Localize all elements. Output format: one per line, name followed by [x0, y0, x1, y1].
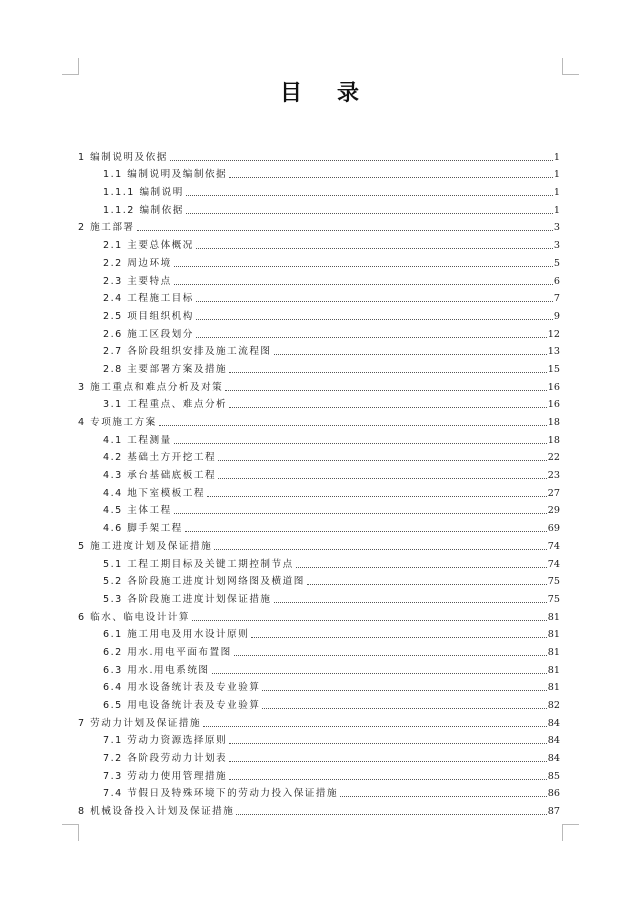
toc-entry-title: 6.4 用水设备统计表及专业验算	[103, 682, 261, 694]
toc-entry[interactable]	[78, 800, 560, 818]
toc-leader-dots	[214, 549, 547, 550]
toc-entry-page-number: 84	[547, 735, 560, 747]
toc-leader-dots	[340, 796, 547, 797]
toc-entry-title: 6.1 施工用电及用水设计原则	[103, 629, 250, 641]
toc-entry[interactable]	[78, 358, 560, 376]
toc-entry[interactable]	[78, 199, 560, 217]
toc-entry-title: 4.6 脚手架工程	[103, 523, 183, 535]
toc-entry-page-number: 1	[553, 204, 560, 216]
toc-entry[interactable]	[78, 164, 560, 182]
toc-entry[interactable]	[78, 606, 560, 624]
toc-entry-page-number: 81	[547, 682, 560, 694]
toc-entry[interactable]	[78, 730, 560, 748]
toc-entry-page-number: 27	[547, 487, 560, 499]
toc-entry-page-number: 12	[547, 328, 560, 340]
toc-entry-title: 2 施工部署	[78, 222, 135, 234]
toc-entry-title: 3.1 工程重点、难点分析	[103, 399, 228, 411]
toc-entry[interactable]	[78, 288, 560, 306]
toc-entry[interactable]	[78, 765, 560, 783]
toc-entry-title: 4.3 承台基础底板工程	[103, 470, 217, 482]
toc-entry-title: 2.8 主要部署方案及措施	[103, 363, 228, 375]
toc-entry[interactable]	[78, 411, 560, 429]
toc-entry[interactable]	[78, 677, 560, 695]
toc-entry-page-number: 86	[547, 788, 560, 800]
toc-entry-page-number: 1	[553, 151, 560, 163]
crop-mark-top-left	[62, 58, 79, 75]
toc-entry-title: 4.5 主体工程	[103, 505, 172, 517]
toc-entry-page-number: 85	[547, 770, 560, 782]
toc-leader-dots	[196, 319, 553, 320]
toc-entry[interactable]	[78, 252, 560, 270]
toc-entry-title: 1.1 编制说明及编制依据	[103, 169, 228, 181]
toc-entry-page-number: 74	[547, 540, 560, 552]
toc-leader-dots	[218, 478, 547, 479]
toc-entry-page-number: 3	[553, 222, 560, 234]
toc-entry-page-number: 1	[553, 187, 560, 199]
toc-leader-dots	[174, 513, 547, 514]
toc-entry-title: 5.2 各阶段施工进度计划网络图及横道图	[103, 576, 305, 588]
toc-entry-page-number: 18	[547, 434, 560, 446]
toc-leader-dots	[229, 177, 553, 178]
toc-leader-dots	[174, 284, 553, 285]
toc-entry-page-number: 75	[547, 576, 560, 588]
toc-entry-title: 7.2 各阶段劳动力计划表	[103, 753, 228, 765]
toc-entry[interactable]	[78, 571, 560, 589]
toc-entry[interactable]	[78, 535, 560, 553]
toc-entry[interactable]	[78, 553, 560, 571]
crop-mark-top-right	[562, 58, 579, 75]
toc-leader-dots	[192, 620, 547, 621]
toc-entry-page-number: 7	[553, 293, 560, 305]
toc-entry[interactable]	[78, 588, 560, 606]
toc-entry-page-number: 23	[547, 470, 560, 482]
toc-leader-dots	[170, 160, 553, 161]
toc-entry-title: 7 劳动力计划及保证措施	[78, 717, 202, 729]
toc-leader-dots	[229, 743, 547, 744]
toc-entry[interactable]	[78, 517, 560, 535]
toc-leader-dots	[196, 337, 547, 338]
toc-leader-dots	[229, 761, 547, 762]
toc-entry[interactable]	[78, 429, 560, 447]
toc-leader-dots	[174, 443, 547, 444]
toc-entry-page-number: 18	[547, 417, 560, 428]
toc-entry-title: 1 编制说明及依据	[78, 151, 168, 163]
toc-entry-page-number: 81	[547, 611, 560, 623]
toc-entry[interactable]	[78, 376, 560, 394]
page-title	[0, 76, 640, 107]
toc-entry[interactable]	[78, 694, 560, 712]
title-char-left: 目	[279, 80, 303, 106]
toc-entry[interactable]	[78, 323, 560, 341]
toc-entry[interactable]	[78, 146, 560, 164]
toc-entry-page-number: 5	[553, 257, 560, 269]
toc-entry-title: 4.4 地下室模板工程	[103, 487, 205, 499]
toc-leader-dots	[251, 637, 546, 638]
toc-leader-dots	[262, 690, 546, 691]
toc-leader-dots	[186, 195, 553, 196]
toc-entry-title: 8 机械设备投入计划及保证措施	[78, 806, 235, 818]
toc-leader-dots	[212, 673, 547, 674]
toc-leader-dots	[186, 213, 553, 214]
toc-leader-dots	[296, 567, 547, 568]
toc-entry[interactable]	[78, 624, 560, 642]
toc-entry-title: 6.5 用电设备统计表及专业验算	[103, 700, 261, 711]
toc-leader-dots	[274, 354, 547, 355]
toc-entry-page-number: 84	[547, 717, 560, 729]
toc-entry-title: 2.6 施工区段划分	[103, 328, 194, 340]
toc-entry-page-number: 81	[547, 646, 560, 658]
toc-entry-page-number: 9	[553, 310, 560, 322]
toc-leader-dots	[218, 460, 547, 461]
toc-entry[interactable]	[78, 234, 560, 252]
toc-leader-dots	[174, 266, 553, 267]
toc-entry[interactable]	[78, 659, 560, 677]
toc-entry-title: 2.3 主要特点	[103, 275, 172, 287]
toc-entry-page-number: 82	[547, 700, 560, 711]
toc-entry-page-number: 22	[547, 452, 560, 464]
toc-entry[interactable]	[78, 641, 560, 659]
toc-leader-dots	[203, 726, 547, 727]
toc-entry[interactable]	[78, 270, 560, 288]
toc-entry-title: 2.2 周边环境	[103, 257, 172, 269]
toc-entry-title: 6 临水、临电设计计算	[78, 611, 190, 623]
toc-entry[interactable]	[78, 464, 560, 482]
toc-leader-dots	[229, 372, 547, 373]
toc-entry-page-number: 87	[547, 806, 560, 818]
toc-entry-page-number: 74	[547, 558, 560, 570]
toc-entry-title: 2.4 工程施工目标	[103, 293, 194, 305]
toc-leader-dots	[229, 407, 547, 408]
toc-leader-dots	[225, 390, 547, 391]
toc-entry[interactable]	[78, 305, 560, 323]
toc-entry[interactable]	[78, 500, 560, 518]
toc-entry[interactable]	[78, 341, 560, 359]
toc-entry-title: 6.2 用水.用电平面布置图	[103, 646, 232, 658]
toc-entry[interactable]	[78, 181, 560, 199]
toc-entry-title: 4.2 基础土方开挖工程	[103, 452, 217, 464]
toc-entry-page-number: 69	[547, 523, 560, 535]
toc-entry-title: 3 施工重点和难点分析及对策	[78, 381, 224, 393]
toc-leader-dots	[229, 779, 547, 780]
toc-leader-dots	[137, 230, 553, 231]
toc-entry-page-number: 75	[547, 593, 560, 605]
toc-entry[interactable]	[78, 712, 560, 730]
toc-entry-title: 2.7 各阶段组织安排及施工流程图	[103, 346, 272, 358]
toc-entry-page-number: 16	[547, 381, 560, 393]
toc-entry-title: 1.1.1 编制说明	[103, 187, 184, 199]
toc-entry-title: 4.1 工程测量	[103, 434, 172, 446]
toc-entry-page-number: 81	[547, 664, 560, 676]
toc-leader-dots	[185, 531, 547, 532]
toc-entry[interactable]	[78, 217, 560, 235]
toc-entry-title: 5.3 各阶段施工进度计划保证措施	[103, 593, 272, 605]
toc-entry-title: 2.5 项目组织机构	[103, 310, 194, 322]
toc-entry-page-number: 3	[553, 240, 560, 252]
crop-mark-bottom-left	[62, 824, 79, 841]
toc-leader-dots	[196, 248, 553, 249]
toc-entry-title: 1.1.2 编制依据	[103, 204, 184, 216]
toc-entry-title: 7.4 节假日及特殊环境下的劳动力投入保证措施	[103, 788, 339, 800]
toc-leader-dots	[234, 655, 547, 656]
toc-entry[interactable]	[78, 482, 560, 500]
toc-leader-dots	[307, 584, 547, 585]
toc-leader-dots	[262, 708, 546, 709]
toc-entry-title: 7.3 劳动力使用管理措施	[103, 770, 228, 782]
crop-mark-bottom-right	[562, 824, 579, 841]
toc-entry[interactable]	[78, 747, 560, 765]
toc-leader-dots	[274, 602, 547, 603]
toc-entry-page-number: 6	[553, 275, 560, 287]
toc-leader-dots	[196, 301, 553, 302]
toc-leader-dots	[159, 425, 547, 426]
toc-entry-title: 5 施工进度计划及保证措施	[78, 540, 213, 552]
title-char-right: 录	[337, 80, 361, 106]
toc-entry-title: 2.1 主要总体概况	[103, 240, 194, 252]
toc-leader-dots	[207, 496, 547, 497]
toc-entry-page-number: 16	[547, 399, 560, 411]
toc-entry-page-number: 13	[547, 346, 560, 358]
toc-entry-title: 5.1 工程工期目标及关键工期控制节点	[103, 558, 294, 570]
toc-entry-page-number: 29	[547, 505, 560, 517]
toc-entry-title: 7.1 劳动力资源选择原则	[103, 735, 228, 747]
toc-entry-page-number: 1	[553, 169, 560, 181]
toc-entry-title: 6.3 用水.用电系统图	[103, 664, 210, 676]
toc-leader-dots	[236, 814, 546, 815]
toc-entry[interactable]	[78, 783, 560, 801]
toc-entry-page-number: 15	[547, 363, 560, 375]
toc-entry-page-number: 84	[547, 753, 560, 765]
toc-entry-page-number: 81	[547, 629, 560, 641]
toc-entry[interactable]	[78, 447, 560, 465]
table-of-contents	[78, 146, 560, 818]
toc-entry-title: 4 专项施工方案	[78, 417, 157, 428]
toc-entry[interactable]	[78, 394, 560, 412]
